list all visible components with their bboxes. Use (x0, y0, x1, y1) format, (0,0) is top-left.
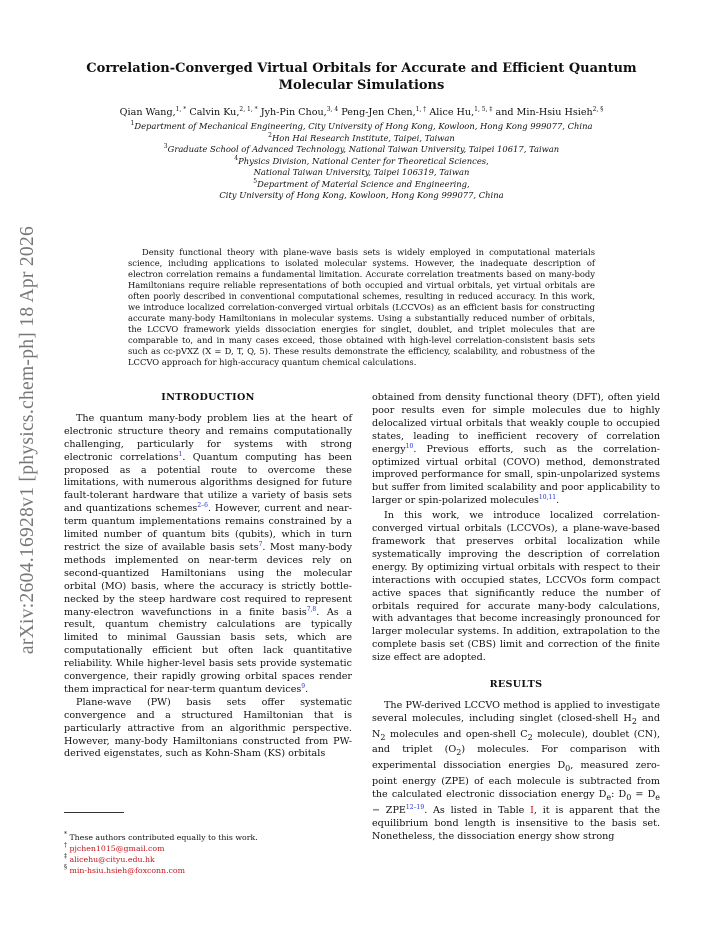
intro-paragraph-continued: obtained from density functional theory (DFT), often yield poor results even for simple molecules due to highly delocalized virtual orbitals that weakly couple to occupied states, leading to inefficient recovery of correlation energy$^{10}$. Previous efforts, such as the correlation-optimized virtual orbital (COVO) method, demonstrated improved performance for small, spin-unpolarized systems but suffer from limited scalability and poor applicability to larger or spin-polarized molecules$^{10,11}$. (372, 392, 660, 507)
citation-link[interactable]: 7 (258, 540, 263, 548)
paper-header (80, 60, 643, 202)
author: Calvin Ku,$^{2, 1, *}$ (189, 106, 258, 118)
section-heading-introduction: INTRODUCTION (161, 392, 255, 403)
author: Qian Wang,$^{1, *}$ (119, 106, 187, 118)
footnote-equal-contribution: * These authors contributed equally to this work. (64, 831, 258, 842)
affiliation-list (80, 121, 643, 202)
citation-link[interactable]: 2–6 (197, 502, 208, 510)
affiliation: $^4$Physics Division, National Center for Theoretical Sciences, (234, 154, 489, 166)
citation-link[interactable]: 7,8 (306, 605, 317, 613)
citation-link[interactable]: 12–19 (405, 803, 425, 811)
paper-title: Correlation-Converged Virtual Orbitals for Accurate and Efficient Quantum Molecular Simulations (86, 61, 637, 93)
section-heading-results: RESULTS (489, 679, 543, 691)
intro-paragraph: The quantum many-body problem lies at the heart of electronic structure theory and remains computationally challenging, particularly for systems with strong electronic correlations$^1$. Quantum computing has been proposed as a potential route to overcome these limitations, with numerous algorithms designed for future fault-tolerant hardware that utilize a variety of basis sets and quantizations schemes$^{2-6}$. However, current and near-term quantum implementations remains constrained by a limited number of quantum bits (qubits), which in turn restrict the size of available basis sets$^7$. Most many-body methods implemented on near-term devices rely on second-quantized Hamiltonians using the molecular orbital (MO) basis, where the accuracy is strictly bottle-necked by the steep hardware cost required to represent many-electron wavefunctions in a finite basis$^{7,8}$. As a result, quantum chemistry calculations are typically limited to minimal Gaussian basis sets, which are computationally efficient but often lack quantitative reliability. While higher-level basis sets provide systematic convergence, their rapidly growing orbital spaces render them impractical for near-term quantum devices$^9$. (64, 412, 352, 695)
affiliation: $^1$Department of Mechanical Engineering, City University of Hong Kong, Kowloon, Hong Kong 999077, China (130, 120, 593, 131)
affiliation: $^5$Department of Material Science and Engineering, (253, 177, 470, 189)
author: and Min-Hsiu Hsieh$^{2, \S}$ (495, 106, 604, 118)
email-link[interactable]: pjchen1015@gmail.com (69, 844, 165, 853)
email-link[interactable]: alicehu@cityu.edu.hk (69, 855, 155, 864)
footnote-divider (64, 812, 124, 813)
affiliation: $^3$Graduate School of Advanced Technology, National Taiwan University, Taipei 10617, Taiwan (163, 143, 560, 154)
left-column (64, 392, 352, 761)
affiliation: City University of Hong Kong, Kowloon, Hong Kong 999077, China (219, 190, 504, 200)
author-list (80, 106, 643, 119)
table-reference-link[interactable]: I (530, 804, 534, 816)
author: Peng-Jen Chen,$^{1, \dagger}$ (341, 106, 427, 118)
citation-link[interactable]: 10 (405, 442, 414, 450)
email-link[interactable]: min-hsiu.hsieh@foxconn.com (69, 866, 186, 875)
affiliation: National Taiwan University, Taipei 106319, Taiwan (253, 167, 470, 177)
arxiv-identifier (8, 160, 48, 720)
citation-link[interactable]: 1 (178, 450, 183, 458)
right-column (372, 392, 660, 844)
footnote-email: § min-hsiu.hsieh@foxconn.com (64, 864, 186, 875)
intro-paragraph: Plane-wave (PW) basis sets offer systematic convergence and a structured Hamiltonian that is particularly attractive from an algorithmic perspective. However, many-body Hamiltonians constructed from PW-derived eigenstates, such as Kohn-Sham (KS) orbitals (64, 696, 352, 760)
footnote-email: ‡ alicehu@cityu.edu.hk (64, 853, 155, 864)
footnotes (64, 832, 354, 876)
abstract: Density functional theory with plane-wave basis sets is widely employed in computational materials science, including applications to isolated molecular systems. However, the inadequate description of electron correlation remains a fundamental limitation. Accurate correlation treatments based on many-body Hamiltonians require reliable representations of both occupied and virtual orbitals, yet virtual orbitals are often poorly described in conventional computational schemes, resulting in reduced accuracy. In this work, we introduce localized correlation-converged virtual orbitals (LCCVOs) as an efficient basis for constructing accurate many-body Hamiltonians in molecular systems. Using a substantially reduced number of orbitals, the LCCVO framework yields dissociation energies for singlet, doublet, and triplet molecules that are comparable to, and in many cases exceed, those obtained with high-level correlation-consistent basis sets such as cc-pVXZ (X = D, T, Q, 5). These results demonstrate the efficiency, scalability, and robustness of the LCCVO approach for high-accuracy quantum chemical calculations. (128, 247, 595, 367)
results-paragraph: The PW-derived LCCVO method is applied to investigate several molecules, including singlet (closed-shell $H_2$ and $N_2$ molecules and open-shell $C_2$ molecule), doublet (CN), and triplet $(O_2)$ molecules. For comparison with experimental dissociation energies $D_0$, measured zero-point energy (ZPE) of each molecule is subtracted from the calculated electronic dissociation energy $D_e$: $D_0 = D_e - ZPE^{12-19}$. As listed in Table I, it is apparent that the equilibrium bond length is insensitive to the basis set. Nonetheless, the dissociation energy show strong (372, 699, 661, 842)
author: Jyh-Pin Chou,$^{3, 4}$ (260, 106, 339, 118)
citation-link[interactable]: 9 (301, 682, 306, 690)
affiliation: $^2$Hon Hai Research Institute, Taipei, Taiwan (268, 131, 455, 143)
intro-paragraph: In this work, we introduce localized correlation-converged virtual orbitals (LCCVOs), a plane-wave-based framework that preserves orbital localization while systematically improving the description of correlation energy. By optimizing virtual orbitals with respect to their interactions with occupied states, LCCVOs form compact active spaces that significantly reduce the number of orbitals required for accurate many-body calculations, with advantages that become increasingly pronounced for larger molecular systems. In addition, extrapolation to the complete basis set (CBS) limit and correction of the finite size effect are adopted. (372, 510, 660, 664)
arxiv-id-text: arXiv:2604.16928v1 [physics.chem-ph] 18 Apr 2026 (17, 225, 38, 655)
citation-link[interactable]: 10,11 (538, 494, 557, 502)
author: Alice Hu,$^{1, 5, \ddagger}$ (429, 106, 493, 118)
footnote-email: † pjchen1015@gmail.com (64, 842, 165, 853)
